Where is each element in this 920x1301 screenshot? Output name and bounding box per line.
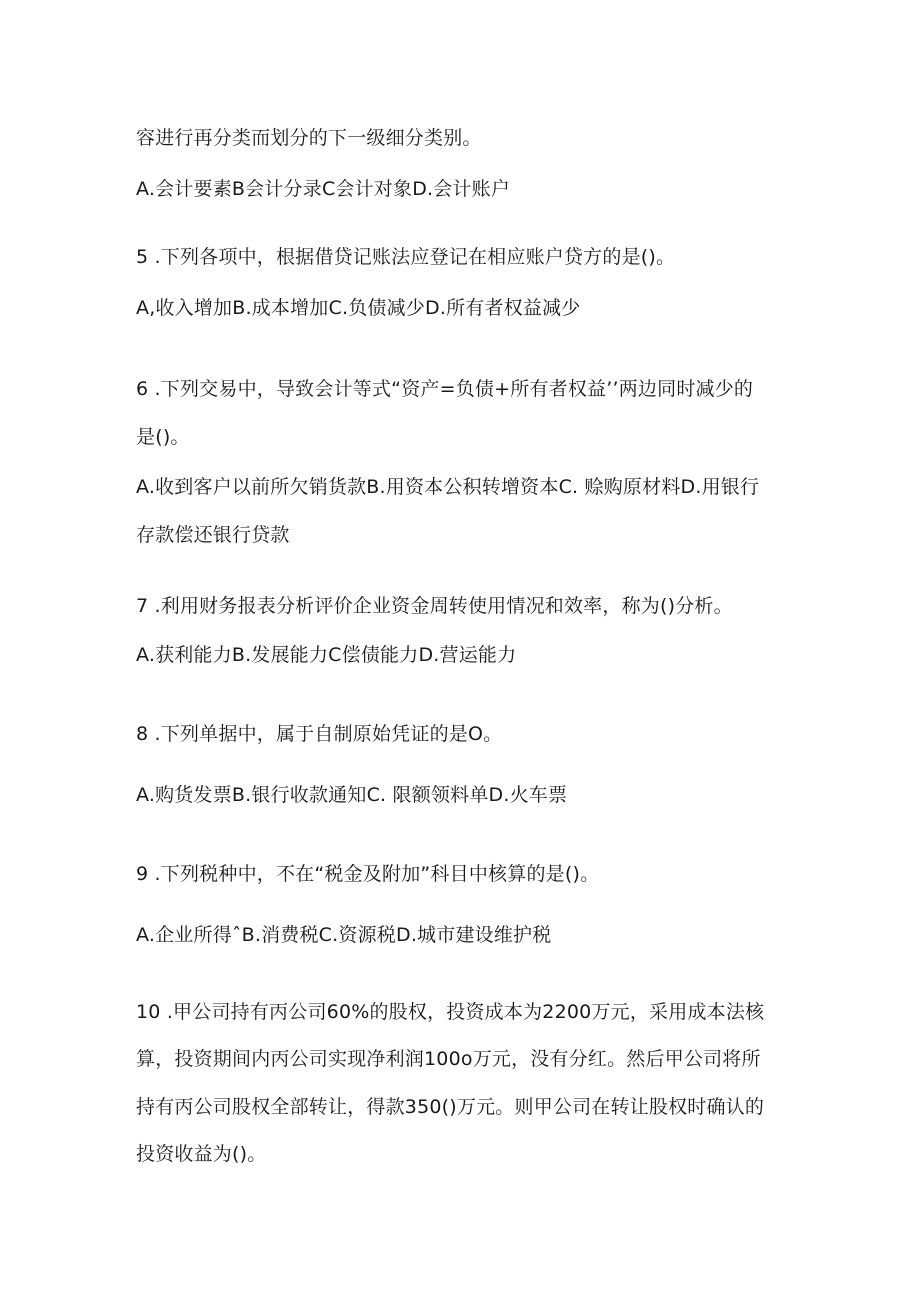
q5-options: A,收入增加B.成本增加C.负债减少D.所有者权益减少 — [136, 297, 581, 319]
q6-stem-line1: 6 .下列交易中，导致会计等式“资产=负债+所有者权益’’两边同时减少的 — [136, 378, 754, 400]
q8-stem: 8 .下列单据中，属于自制原始凭证的是O。 — [136, 723, 503, 745]
q10-stem-line3: 持有丙公司股权全部转让，得款350()万元。则甲公司在转让股权时确认的 — [136, 1096, 765, 1118]
q10-stem-line2: 算，投资期间内丙公司实现净利润100o万元，没有分红。然后甲公司将所 — [136, 1048, 761, 1070]
q9-options: A.企业所得ˆB.消费税C.资源税D.城市建设维护税 — [136, 924, 552, 946]
q5-stem: 5 .下列各项中，根据借贷记账法应登记在相应账户贷方的是()。 — [136, 246, 676, 268]
q9-stem: 9 .下列税种中，不在“税金及附加”科目中核算的是()。 — [136, 863, 600, 885]
q4-options: A.会计要素B会计分录C会计对象D.会计账户 — [136, 178, 511, 200]
q6-options-line1: A.收到客户以前所欠销货款B.用资本公积转增资本C. 赊购原材料D.用银行 — [136, 476, 760, 498]
q8-options: A.购货发票B.银行收款通知C. 限额领料单D.火车票 — [136, 784, 568, 806]
text-line-continuation: 容进行再分类而划分的下一级细分类别。 — [136, 127, 482, 149]
q10-stem-line1: 10 .甲公司持有丙公司60%的股权，投资成本为2200万元，采用成本法核 — [136, 1001, 765, 1023]
q7-options: A.获利能力B.发展能力C偿债能力D.营运能力 — [136, 644, 517, 666]
q6-stem-line2: 是()。 — [136, 426, 190, 448]
q7-stem: 7 .利用财务报表分析评价企业资金周转使用情况和效率，称为()分析。 — [136, 595, 733, 617]
q6-options-line2: 存款偿还银行贷款 — [136, 524, 290, 546]
q10-stem-line4: 投资收益为()。 — [136, 1143, 267, 1165]
